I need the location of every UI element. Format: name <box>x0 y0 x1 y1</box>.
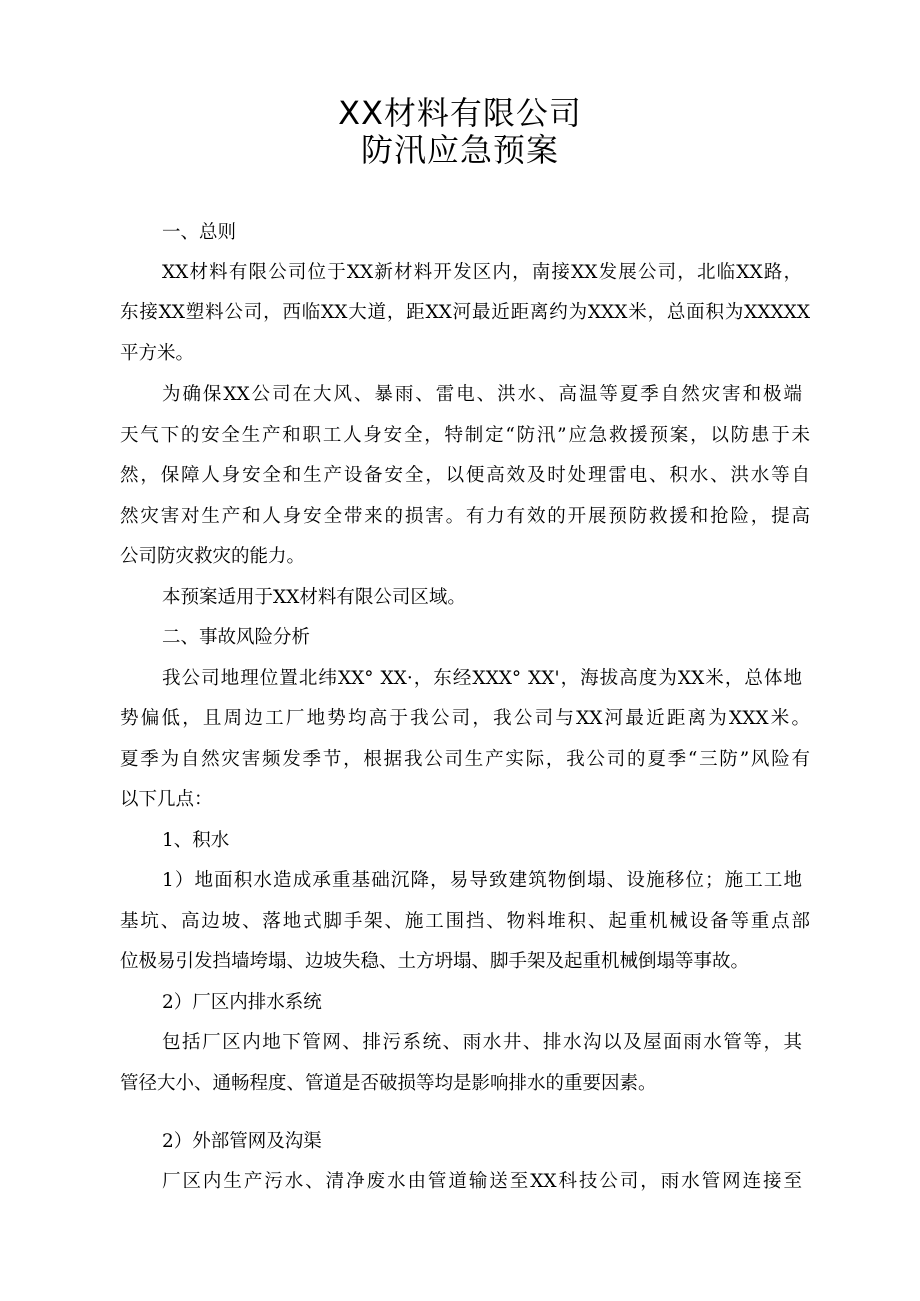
paragraph-line: 本预案适用于XX材料有限公司区域。 <box>162 587 466 608</box>
paragraph-line: 我公司地理位置北纬XX° XX·，东经XXX° XX'，海拔高度为XX米，总体地 <box>162 668 802 689</box>
paragraph-line: 公司防灾救灾的能力。 <box>120 546 306 567</box>
paragraph-line: 然，保障人身安全和生产设备安全，以便高效及时处理雷电、积水、洪水等自 <box>120 465 810 486</box>
paragraph-line: 1）地面积水造成承重基础沉降，易导致建筑物倒塌、设施移位；施工工地 <box>162 870 802 891</box>
document-title-plan: 防汛应急预案 <box>360 131 559 169</box>
section-heading-general: 一、总则 <box>162 222 237 243</box>
paragraph-line: 夏季为自然灾害频发季节，根据我公司生产实际，我公司的夏季“三防”风险有 <box>120 749 810 770</box>
paragraph-line: 基坑、高边坡、落地式脚手架、施工围挡、物料堆积、起重机械设备等重点部 <box>120 911 810 932</box>
paragraph-line: 管径大小、通畅程度、管道是否破损等均是影响排水的重要因素。 <box>120 1073 657 1094</box>
paragraph-line: 势偏低，且周边工厂地势均高于我公司，我公司与XX河最近距离为XXX米。 <box>120 708 810 729</box>
paragraph-line: 为确保XX公司在大风、暴雨、雷电、洪水、高温等夏季自然灾害和极端 <box>162 384 802 405</box>
paragraph-line: 平方米。 <box>120 343 195 364</box>
paragraph-line: 包括厂区内地下管网、排污系统、雨水井、排水沟以及屋面雨水管等，其 <box>162 1032 802 1053</box>
subsection-heading-waterlogging: 1、积水 <box>162 830 230 851</box>
paragraph-line: 位极易引发挡墙垮塌、边坡失稳、土方坍塌、脚手架及起重机械倒塌等事故。 <box>120 951 750 972</box>
paragraph-line: 东接XX塑料公司，西临XX大道，距XX河最近距离约为XXX米，总面积为XXXXX <box>120 302 810 323</box>
paragraph-line: XX材料有限公司位于XX新材料开发区内，南接XX发展公司，北临XX路， <box>162 262 802 283</box>
paragraph-line: 然灾害对生产和人身安全带来的损害。有力有效的开展预防救援和抢险，提高 <box>120 506 810 527</box>
subsection-heading-external-pipes: 2）外部管网及沟渠 <box>162 1131 322 1152</box>
document-title-company: XX材料有限公司 <box>338 94 582 132</box>
section-heading-risk: 二、事故风险分析 <box>162 627 311 648</box>
paragraph-line: 以下几点： <box>120 789 213 810</box>
paragraph-line: 天气下的安全生产和职工人身安全，特制定“防汛”应急救援预案，以防患于未 <box>120 425 810 446</box>
subsection-heading-drainage: 2）厂区内排水系统 <box>162 992 322 1013</box>
paragraph-line: 厂区内生产污水、清净废水由管道输送至XX科技公司，雨水管网连接至 <box>162 1171 802 1192</box>
